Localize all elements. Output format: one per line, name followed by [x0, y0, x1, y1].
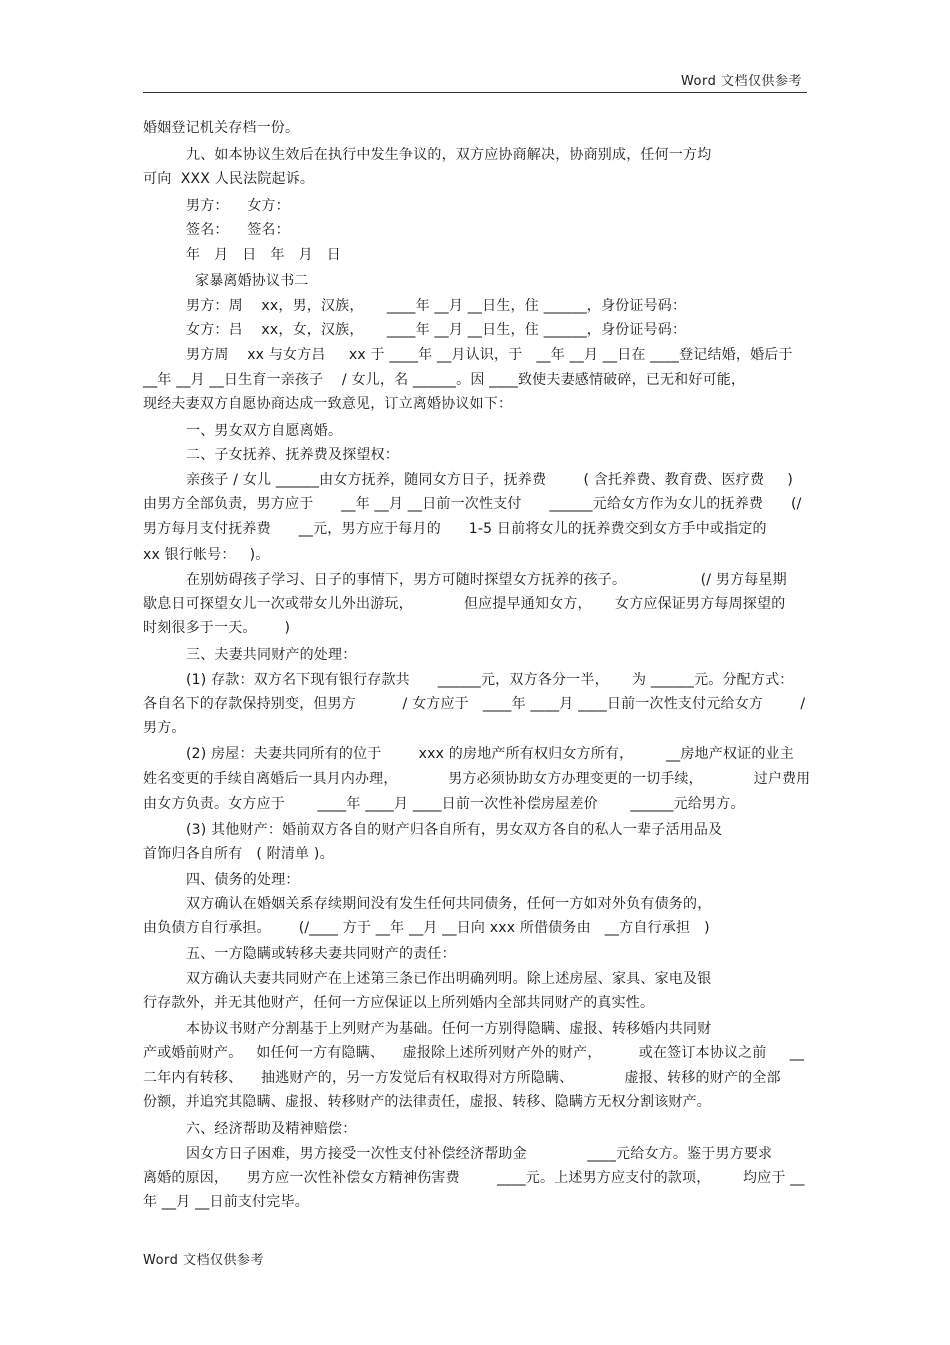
text-line: 年 月 日 年 月 日: [186, 247, 341, 263]
text-line: 六、经济帮助及精神赔偿：: [186, 1121, 357, 1137]
text-line: 女方：吕 xx，女，汉族， ____年 __月 __日生，住 ______，身份证号码：: [186, 322, 687, 338]
text-line: 由男方全部负责，男方应于 __年 __月 __日前一次性支付 ______元给女方作为女儿的抚养费 (/: [143, 496, 802, 512]
text-line: 可向 XXX 人民法院起诉。: [143, 171, 315, 187]
page-header: Word 文档仅供参考: [680, 74, 802, 89]
text-line: 时刻很多于一天。 ): [143, 620, 291, 636]
text-line: 由女方负责。女方应于 ____年 ____月 ____日前一次性补偿房屋差价 ______元给男方。: [143, 796, 745, 812]
text-line: 离婚的原因， 男方应一次性补偿女方精神伤害费 ____元。上述男方应支付的款项， 均应于 __: [143, 1170, 805, 1186]
text-line: 男方周 xx 与女方吕 xx 于 ____年 __月认识，于 __年 __月 __日在 ____登记结婚，婚后于: [186, 347, 793, 363]
text-line: 歇息日可探望女儿一次或带女儿外出游玩， 但应提早通知女方， 女方应保证男方每周探望的: [143, 596, 786, 612]
text-line: xx 银行帐号： )。: [143, 547, 270, 563]
text-line: 家暴离婚协议书二: [195, 273, 309, 289]
text-line: 姓名变更的手续自离婚后一具月内办理， 男方必须协助女方办理变更的一切手续， 过户费用: [143, 771, 811, 787]
text-line: 男方每月支付抚养费 __元，男方应于每月的 1-5 日前将女儿的抚养费交到女方手中或指定的: [143, 521, 767, 537]
text-line: 现经夫妻双方自愿协商达成一致意见，订立离婚协议如下：: [143, 396, 513, 412]
text-line: 行存款外，并无其他财产，任何一方应保证以上所列婚内全部共同财产的真实性。: [143, 995, 655, 1011]
text-line: (2) 房屋：夫妻共同所有的位于 xxx 的房地产所有权归女方所有， __房地产权证的业主: [186, 746, 794, 762]
text-line: 五、一方隐瞒或转移夫妻共同财产的责任：: [186, 946, 456, 962]
text-line: 亲孩子 / 女儿 ______由女方抚养，随同女方日子，抚养费 ( 含托养费、教育费、医疗费 ): [186, 472, 794, 488]
text-line: 签名： 签名：: [186, 222, 290, 238]
text-line: 由负债方自行承担。 (/____ 方于 __年 __月 __日向 xxx 所借债务由 __方自行承担 ): [143, 920, 710, 936]
text-line: 四、债务的处理：: [186, 872, 300, 888]
text-line: 男方：周 xx，男，汉族， ____年 __月 __日生，住 ______，身份证号码：: [186, 298, 687, 314]
text-line: 年 __月 __日前支付完毕。: [143, 1194, 309, 1210]
text-line: (3) 其他财产：婚前双方各自的财产归各自所有，男女双方各自的私人一辈子活用品及: [186, 822, 723, 838]
text-line: 各自名下的存款保持别变，但男方 / 女方应于 ____年 ____月 ____日前一次性支付元给女方 /: [143, 696, 806, 712]
text-line: 二年内有转移、 抽逃财产的，另一方发觉后有权取得对方所隐瞒、 虚报、转移的财产的全部: [143, 1070, 781, 1086]
page-footer: Word 文档仅供参考: [143, 1253, 265, 1268]
text-line: 在别妨碍孩子学习、日子的事情下，男方可随时探望女方抚养的孩子。 (/ 男方每星期: [186, 572, 787, 588]
text-line: 一、男女双方自愿离婚。: [186, 423, 343, 439]
text-line: 男方。: [143, 720, 186, 736]
text-line: 本协议书财产分割基于上列财产为基础。任何一方别得隐瞒、虚报、转移婚内共同财: [186, 1021, 712, 1037]
text-line: 双方确认在婚姻关系存续期间没有发生任何共同债务，任何一方如对外负有债务的，: [186, 896, 712, 912]
text-line: 婚姻登记机关存档一份。: [143, 120, 300, 136]
text-line: 双方确认夫妻共同财产在上述第三条已作出明确列明。除上述房屋、家具、家电及银: [186, 971, 712, 987]
text-line: 二、子女抚养、抚养费及探望权：: [186, 447, 399, 463]
text-line: (1) 存款：双方名下现有银行存款共 ______元，双方各分一半， 为 ______元。分配方式：: [186, 672, 794, 688]
text-line: __年 __月 __日生育一亲孩子 / 女儿，名 ______。因 ____致使夫妻感情破碎，已无和好可能，: [143, 372, 746, 388]
text-line: 首饰归各自所有 ( 附清单 )。: [143, 846, 334, 862]
text-line: 产或婚前财产。 如任何一方有隐瞒、 虚报除上述所列财产外的财产， 或在签订本协议之前 __: [143, 1045, 805, 1061]
text-line: 男方： 女方：: [186, 198, 290, 214]
text-line: 因女方日子困难，男方接受一次性支付补偿经济帮助金 ____元给女方。鉴于男方要求: [186, 1146, 773, 1162]
text-line: 份额，并追究其隐瞒、虚报、转移财产的法律责任，虚报、转移、隐瞒方无权分割该财产。: [143, 1094, 711, 1110]
text-line: 九、如本协议生效后在执行中发生争议的，双方应协商解决，协商别成，任何一方均: [186, 147, 712, 163]
text-line: 三、夫妻共同财产的处理：: [186, 647, 357, 663]
